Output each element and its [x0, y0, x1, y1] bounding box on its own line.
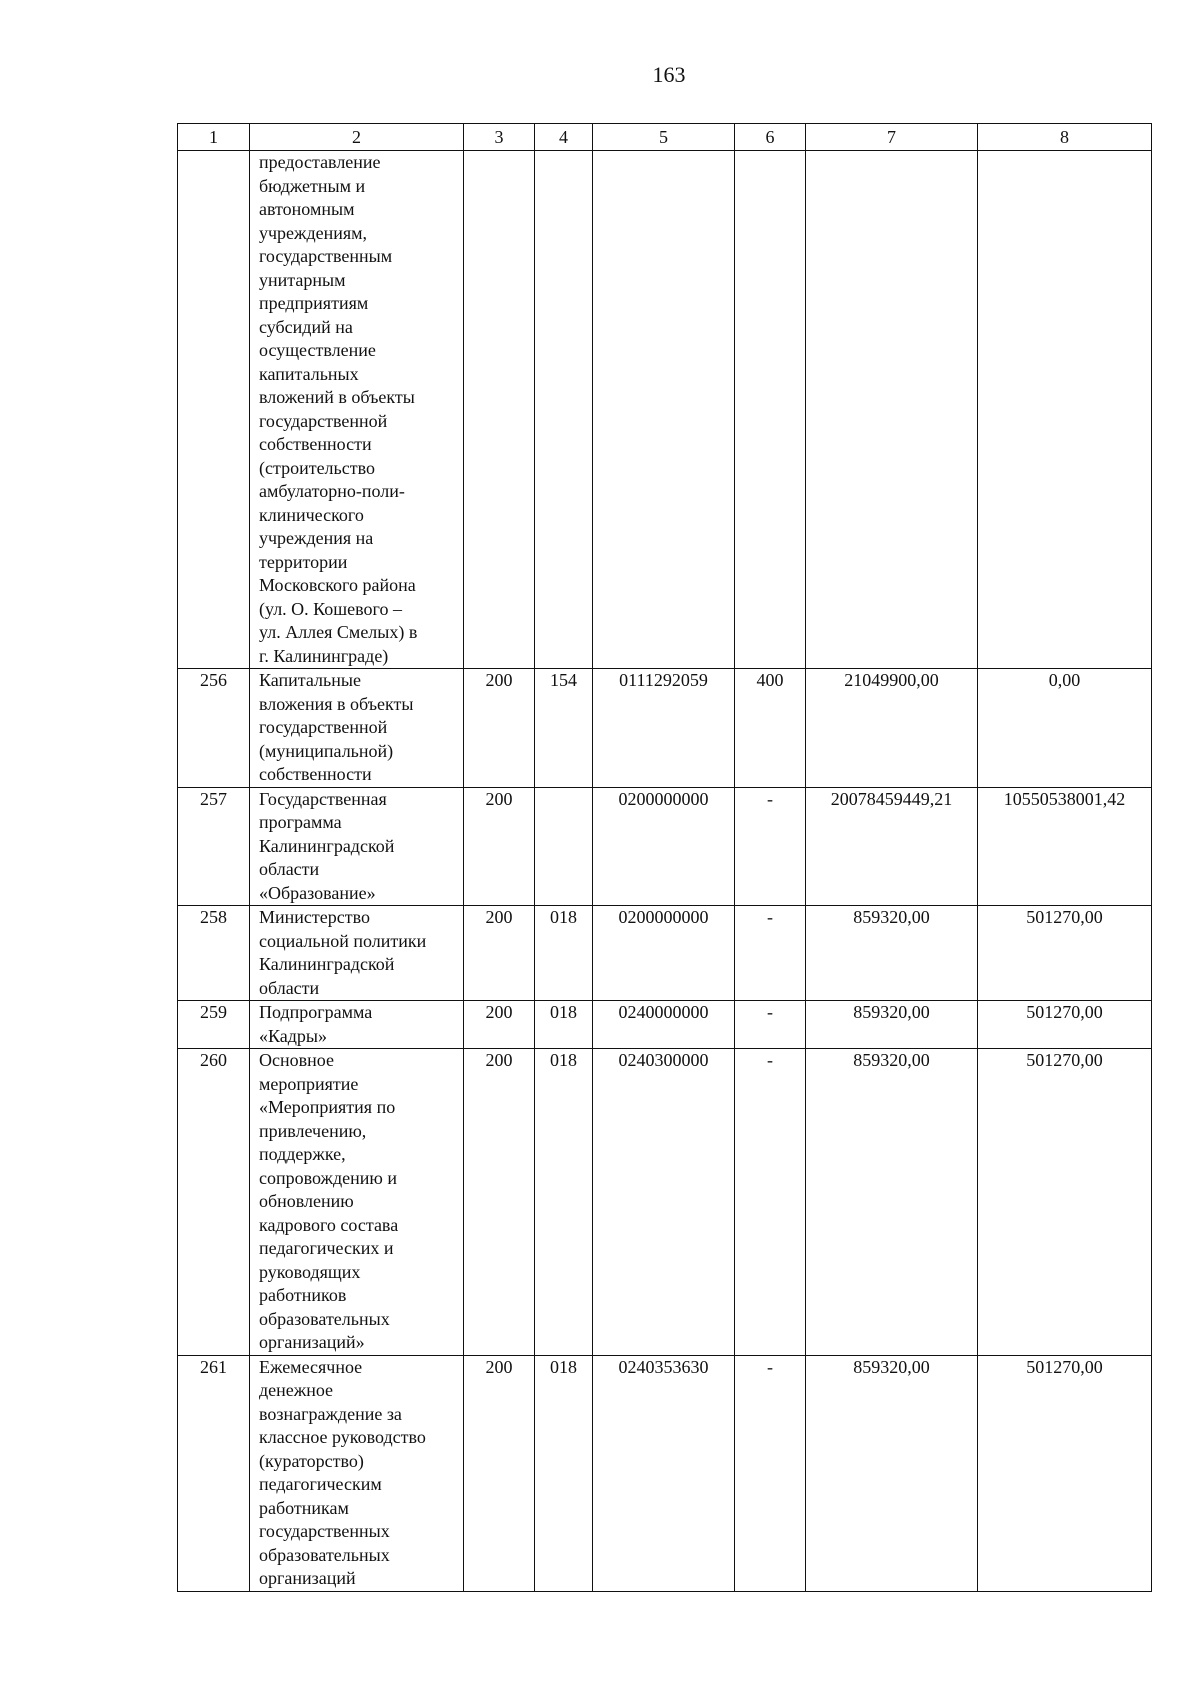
code-cell: 018	[535, 1049, 593, 1356]
code-cell: -	[735, 906, 806, 1001]
row-number-cell: 259	[178, 1001, 250, 1049]
code-cell	[735, 151, 806, 669]
code-cell	[535, 151, 593, 669]
page-number: 163	[652, 62, 686, 87]
header-cell: 2	[250, 124, 464, 151]
code-cell: 200	[464, 669, 535, 788]
amount-cell: 0,00	[978, 669, 1152, 788]
row-number-cell: 256	[178, 669, 250, 788]
item-name-cell: предоставление бюджетным и автономным учреждениям, государственным унитарным предприятиям субсидий на осуществление капитальных вложений в объекты государственной собственности (строительство амбулаторно-поли- клинического учреждения на территории Московского района (ул. О. Кошевого – ул. Аллея Смелых) в г. Калининграде)	[250, 151, 464, 669]
header-cell: 5	[593, 124, 735, 151]
code-cell: 018	[535, 1001, 593, 1049]
header-cell: 4	[535, 124, 593, 151]
table-row	[178, 1049, 1152, 1356]
code-cell: -	[735, 787, 806, 906]
code-cell: 400	[735, 669, 806, 788]
code-cell	[535, 787, 593, 906]
amount-cell: 20078459449,21	[806, 787, 978, 906]
budget-table	[177, 123, 1152, 1592]
table-row	[178, 1001, 1152, 1049]
code-cell: 200	[464, 1049, 535, 1356]
code-cell: 200	[464, 787, 535, 906]
code-cell: 0240353630	[593, 1355, 735, 1591]
table-row	[178, 669, 1152, 788]
table-row	[178, 906, 1152, 1001]
header-cell: 1	[178, 124, 250, 151]
header-cell: 8	[978, 124, 1152, 151]
code-cell	[464, 151, 535, 669]
code-cell: 0240000000	[593, 1001, 735, 1049]
header-row	[178, 124, 1152, 151]
row-number-cell: 261	[178, 1355, 250, 1591]
code-cell: 154	[535, 669, 593, 788]
item-name-cell: Подпрограмма «Кадры»	[250, 1001, 464, 1049]
table-row	[178, 151, 1152, 669]
header-cell: 3	[464, 124, 535, 151]
table-row	[178, 787, 1152, 906]
amount-cell: 21049900,00	[806, 669, 978, 788]
code-cell	[593, 151, 735, 669]
amount-cell: 501270,00	[978, 1001, 1152, 1049]
code-cell: 018	[535, 906, 593, 1001]
code-cell: 200	[464, 1355, 535, 1591]
amount-cell: 859320,00	[806, 1049, 978, 1356]
code-cell: 200	[464, 906, 535, 1001]
amount-cell: 501270,00	[978, 906, 1152, 1001]
code-cell: -	[735, 1049, 806, 1356]
header-cell: 7	[806, 124, 978, 151]
item-name-cell: Капитальные вложения в объекты государственной (муниципальной) собственности	[250, 669, 464, 788]
code-cell: -	[735, 1001, 806, 1049]
amount-cell	[978, 151, 1152, 669]
item-name-cell: Государственная программа Калининградской области «Образование»	[250, 787, 464, 906]
code-cell: 0111292059	[593, 669, 735, 788]
header-cell: 6	[735, 124, 806, 151]
amount-cell: 859320,00	[806, 1001, 978, 1049]
row-number-cell: 257	[178, 787, 250, 906]
amount-cell: 10550538001,42	[978, 787, 1152, 906]
item-name-cell: Министерство социальной политики Калининградской области	[250, 906, 464, 1001]
amount-cell: 501270,00	[978, 1355, 1152, 1591]
amount-cell: 859320,00	[806, 906, 978, 1001]
item-name-cell: Основное мероприятие «Мероприятия по привлечению, поддержке, сопровождению и обновлению кадрового состава педагогических и руководящих работников образовательных организаций»	[250, 1049, 464, 1356]
code-cell: 0240300000	[593, 1049, 735, 1356]
table-row	[178, 1355, 1152, 1591]
amount-cell: 859320,00	[806, 1355, 978, 1591]
code-cell: 200	[464, 1001, 535, 1049]
row-number-cell: 260	[178, 1049, 250, 1356]
code-cell: 0200000000	[593, 906, 735, 1001]
code-cell: 018	[535, 1355, 593, 1591]
row-number-cell: 258	[178, 906, 250, 1001]
code-cell: -	[735, 1355, 806, 1591]
row-number-cell	[178, 151, 250, 669]
amount-cell	[806, 151, 978, 669]
amount-cell: 501270,00	[978, 1049, 1152, 1356]
code-cell: 0200000000	[593, 787, 735, 906]
item-name-cell: Ежемесячное денежное вознаграждение за классное руководство (кураторство) педагогическим работникам государственных образовательных организаций	[250, 1355, 464, 1591]
